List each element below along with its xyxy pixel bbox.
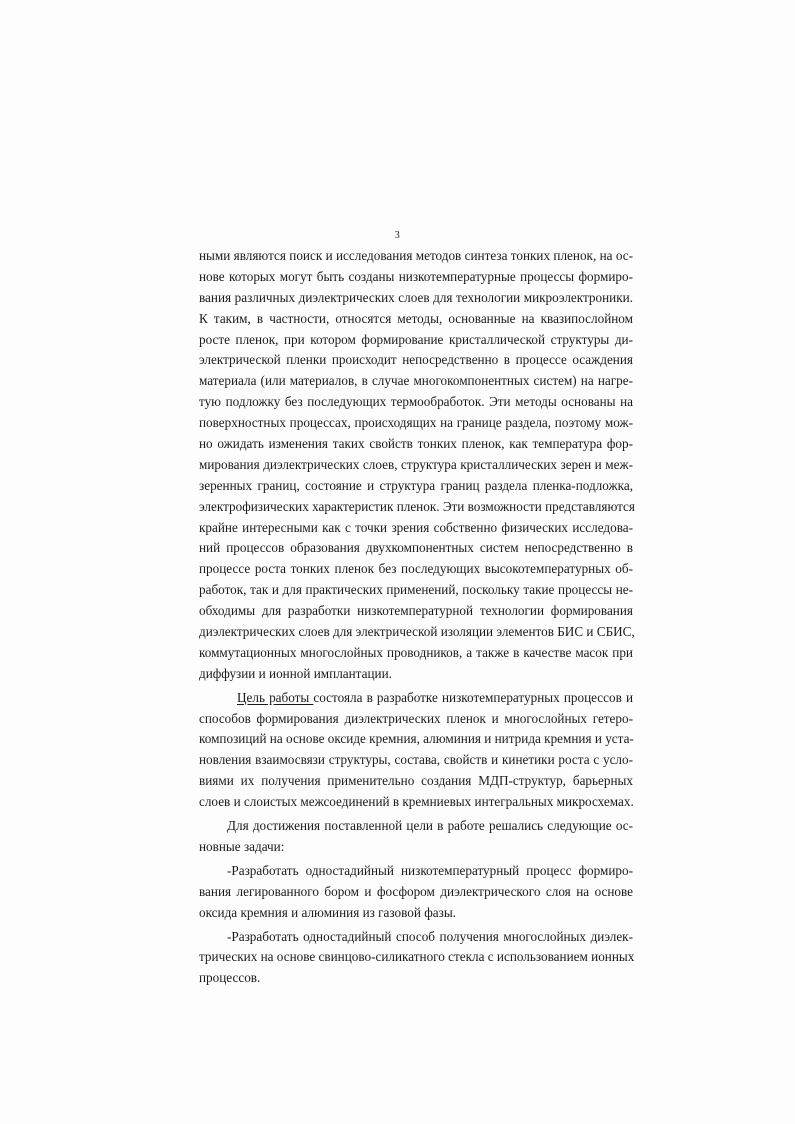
goal-heading: Цель работы [237, 689, 314, 705]
text-line: Для достижения поставленной цели в работе решались следующие ос- [227, 818, 633, 834]
text-line: тую подложку без последующих термообработок. Эти методы основаны на [199, 394, 633, 410]
text-line: электрической пленки происходит непосредственно в процессе осаждения [199, 352, 633, 368]
text-line: работок, так и для практических применений, поскольку такие процессы не- [199, 582, 633, 598]
text-line: процессе роста тонких пленок без последующих высокотемпературных об- [199, 561, 633, 577]
text-line: трических на основе свинцово-силикатного стекла с использованием ионных [199, 949, 635, 965]
text-line: вания легированного бором и фосфором диэлектрического слоя на основе [199, 883, 633, 899]
text-line: диэлектрических слоев для электрической изоляции элементов БИС и СБИС, [199, 624, 635, 640]
text-line: ний процессов образования двухкомпонентных систем непосредственно в [199, 540, 633, 556]
text-line [199, 688, 633, 709]
text-line: слоев и слоистых межсоединений в кремниевых интегральных микросхемах. [199, 794, 634, 810]
text-line: процессов. [199, 970, 261, 986]
paragraph-task-2 [199, 927, 633, 990]
paragraph-intro [199, 246, 633, 685]
text-line: обходимы для разработки низкотемпературной технологии формирования [199, 603, 633, 619]
text-line: электрофизических характеристик пленок. Эти возможности представляются [199, 498, 635, 514]
text-line: зеренных границ, состояние и структура границ раздела пленка-подложка, [199, 477, 633, 493]
goal-text: состояла в разработке низкотемпературных процессов и [313, 689, 634, 705]
text-line: росте пленок, при котором формирование кристаллической структуры ди- [199, 331, 633, 347]
text-line: крайне интересными как с точки зрения собственно физических исследова- [199, 519, 633, 535]
text-line: способов формирования диэлектрических пленок и многослойных гетеро- [199, 710, 633, 726]
paragraph-task-1 [199, 861, 633, 924]
text-line: К таким, в частности, относятся методы, основанные на квазипослойном [199, 310, 633, 326]
text-line: коммутационных многослойных проводников, а также в качестве масок при [199, 644, 633, 660]
page-number: 3 [394, 230, 401, 241]
text-line: нове которых могут быть созданы низкотемпературные процессы формиро- [199, 268, 633, 284]
text-line: виями их получения применительно создания МДП-структур, барьерных [199, 773, 633, 789]
text-line: поверхностных процессах, происходящих на границе раздела, поэтому мож- [199, 415, 633, 431]
paragraph-tasks-intro [199, 816, 633, 858]
text-line: материала (или материалов, в случае многокомпонентных систем) на нагре- [199, 373, 633, 389]
text-line: оксида кремния и алюминия из газовой фазы. [199, 904, 456, 920]
text-line: но ожидать изменения таких свойств тонких пленок, как температура фор- [199, 436, 633, 452]
text-line: новления взаимосвязи структуры, состава, свойств и кинетики роста с усло- [199, 752, 633, 768]
text-line: ными являются поиск и исследования методов синтеза тонких пленок, на ос- [199, 248, 633, 263]
text-line: вания различных диэлектрических слоев для технологии микроэлектроники. [199, 289, 633, 305]
text-line: новные задачи: [199, 838, 285, 854]
paragraph-goal [199, 688, 633, 813]
text-line: -Разработать одностадийный способ получения многослойных диэлек- [227, 928, 633, 944]
text-line: диффузии и ионной имплантации. [199, 665, 392, 681]
text-line: -Разработать одностадийный низкотемпературный процесс формиро- [227, 862, 633, 878]
text-line: мирования диэлектрических слоев, структура кристаллических зерен и меж- [199, 456, 633, 472]
body-text [199, 246, 633, 989]
text-line: композиций на основе оксиде кремния, алюминия и нитрида кремния и уста- [199, 731, 634, 747]
